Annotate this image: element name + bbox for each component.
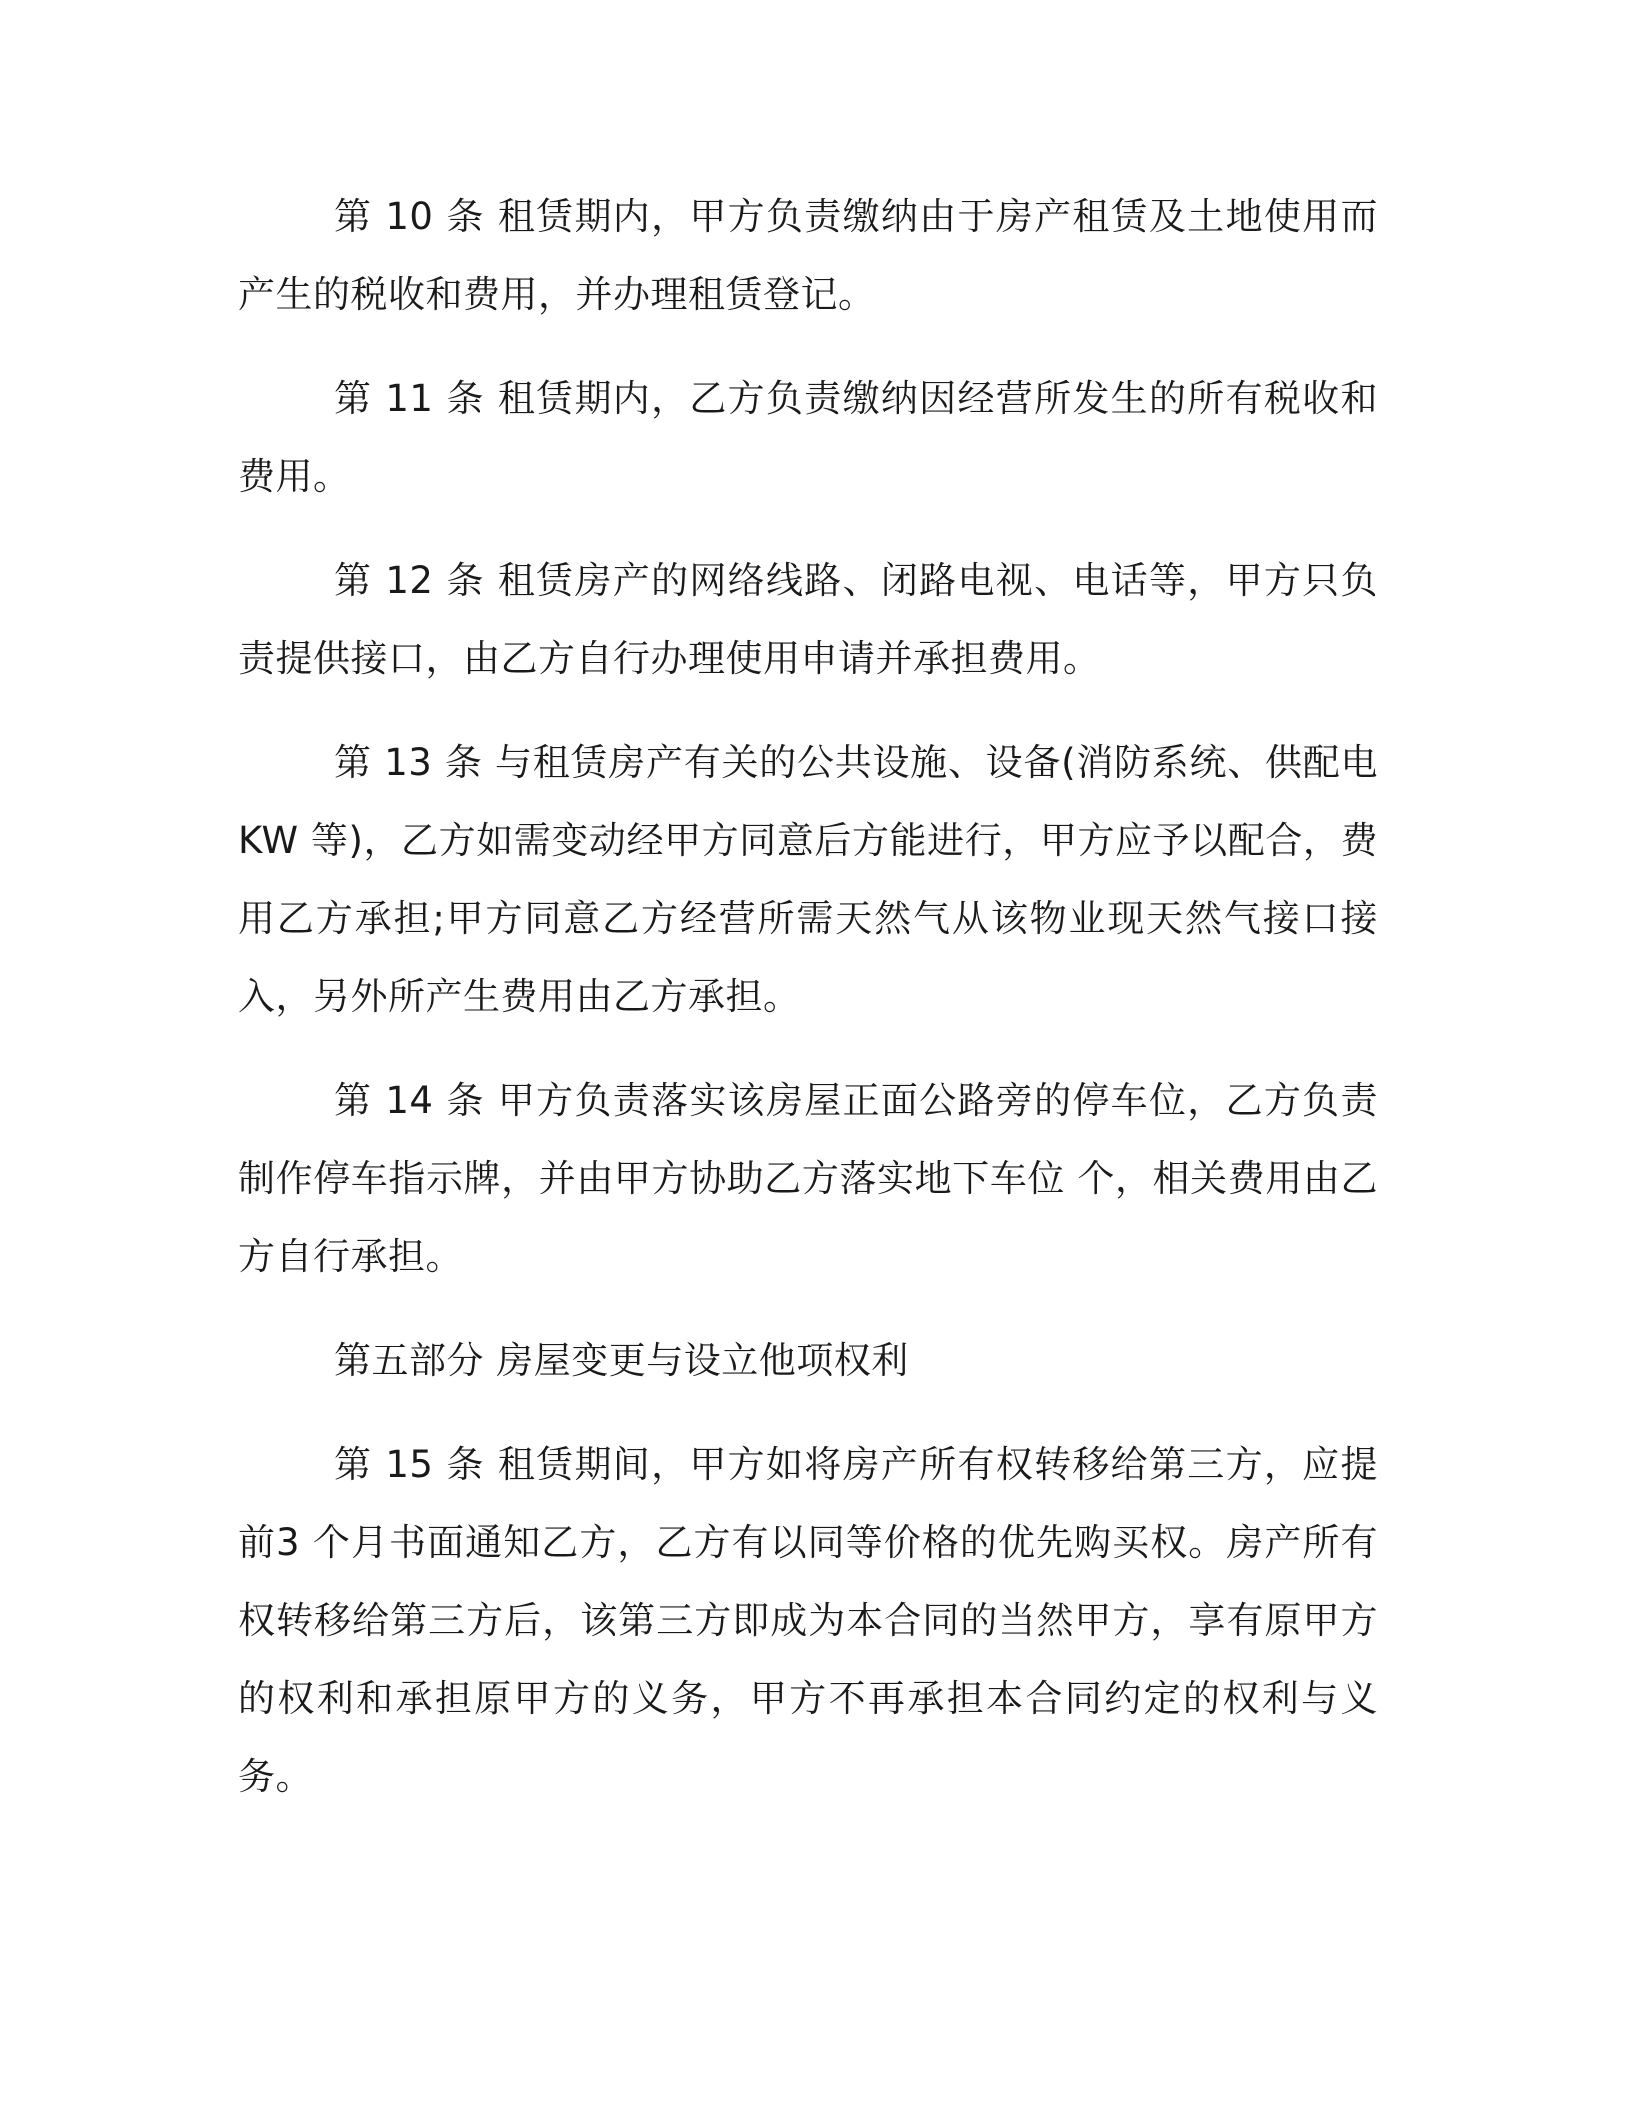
document-page [238, 178, 1378, 1842]
article-10-paragraph: 第 10 条 租赁期内，甲方负责缴纳由于房产租赁及土地使用而产生的税收和费用，并办理租赁登记。 [238, 195, 1378, 316]
section-5-heading: 第五部分 房屋变更与设立他项权利 [334, 1339, 909, 1382]
article-13-paragraph: 第 13 条 与租赁房产有关的公共设施、设备(消防系统、供配电KW 等)，乙方如需变动经甲方同意后方能进行，甲方应予以配合，费用乙方承担;甲方同意乙方经营所需天然气从该物业现天然气接口接入，另外所产生费用由乙方承担。 [238, 741, 1378, 1018]
article-14-paragraph: 第 14 条 甲方负责落实该房屋正面公路旁的停车位，乙方负责制作停车指示牌，并由甲方协助乙方落实地下车位 个，相关费用由乙方自行承担。 [238, 1079, 1378, 1278]
article-12-paragraph: 第 12 条 租赁房产的网络线路、闭路电视、电话等，甲方只负责提供接口，由乙方自行办理使用申请并承担费用。 [238, 559, 1378, 680]
article-15-paragraph: 第 15 条 租赁期间，甲方如将房产所有权转移给第三方，应提前3 个月书面通知乙方，乙方有以同等价格的优先购买权。房产所有权转移给第三方后，该第三方即成为本合同的当然甲方，享有原甲方的权利和承担原甲方的义务，甲方不再承担本合同约定的权利与义务。 [238, 1443, 1378, 1798]
article-11-paragraph: 第 11 条 租赁期内，乙方负责缴纳因经营所发生的所有税收和费用。 [238, 377, 1378, 498]
